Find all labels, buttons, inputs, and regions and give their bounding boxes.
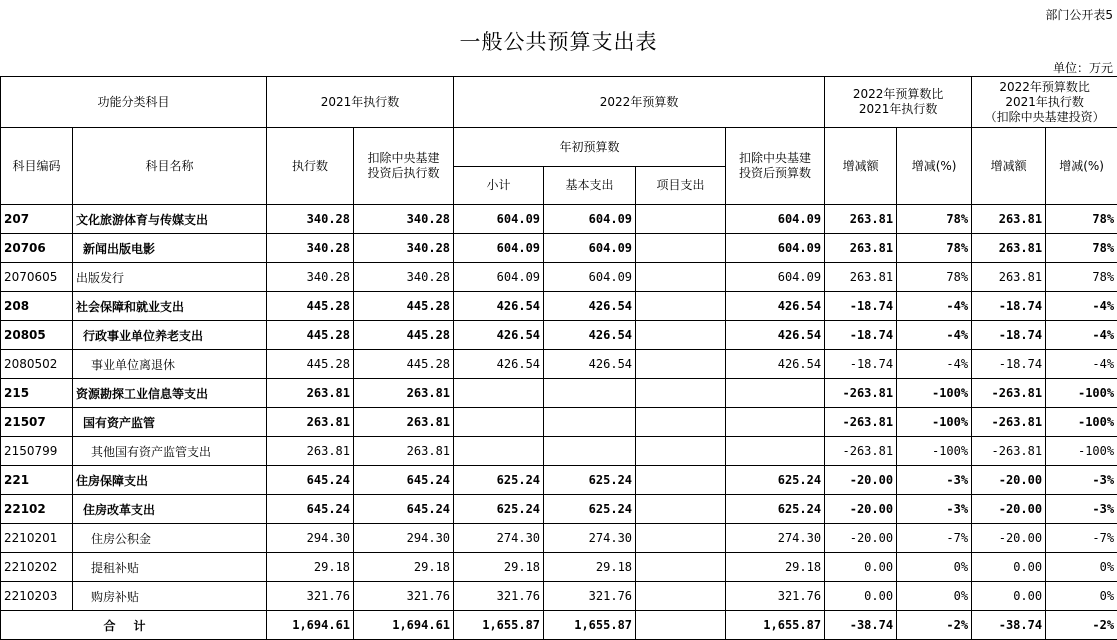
cell-basic: 274.30 xyxy=(544,524,636,553)
table-row xyxy=(1,321,1117,350)
cell-project xyxy=(636,437,726,466)
cell-budget-adj: 604.09 xyxy=(726,205,825,234)
cell-subtotal: 426.54 xyxy=(454,321,544,350)
cell-p2: -4% xyxy=(1046,292,1117,321)
table-row xyxy=(1,350,1117,379)
cell-project xyxy=(636,408,726,437)
cell-budget-adj xyxy=(726,379,825,408)
cell-code: 22102 xyxy=(1,495,73,524)
header-increase-percent: 增减(%) xyxy=(897,128,972,205)
cell-exec: 263.81 xyxy=(267,437,354,466)
cell-project xyxy=(636,205,726,234)
cell-exec-adj: 445.28 xyxy=(354,321,454,350)
cell-p1: 78% xyxy=(897,234,972,263)
cell-subtotal: 625.24 xyxy=(454,466,544,495)
header-initial-budget: 年初预算数 xyxy=(454,128,726,167)
cell-d2: -18.74 xyxy=(972,321,1046,350)
cell-name: 资源勘探工业信息等支出 xyxy=(73,379,267,408)
header-basic: 基本支出 xyxy=(544,167,636,205)
cell-exec-adj: 445.28 xyxy=(354,350,454,379)
cell-p2: 0% xyxy=(1046,582,1117,611)
cell-p2: -100% xyxy=(1046,379,1117,408)
cell-p2: 78% xyxy=(1046,205,1117,234)
table-row xyxy=(1,408,1117,437)
cell-code: 215 xyxy=(1,379,73,408)
cell-d2: 263.81 xyxy=(972,263,1046,292)
total-basic: 1,655.87 xyxy=(544,611,636,640)
cell-name: 行政事业单位养老支出 xyxy=(73,321,267,350)
cell-p1: -7% xyxy=(897,524,972,553)
cell-code: 2070605 xyxy=(1,263,73,292)
table-row xyxy=(1,495,1117,524)
cell-budget-adj: 604.09 xyxy=(726,263,825,292)
header-compare: 2022年预算数比 2021年执行数 xyxy=(825,77,972,128)
total-increase-amount: -38.74 xyxy=(825,611,897,640)
cell-name: 提租补贴 xyxy=(73,553,267,582)
cell-subtotal: 29.18 xyxy=(454,553,544,582)
header-subtotal: 小计 xyxy=(454,167,544,205)
cell-p1: -3% xyxy=(897,495,972,524)
cell-budget-adj: 321.76 xyxy=(726,582,825,611)
total-increase-percent: -2% xyxy=(897,611,972,640)
cell-d1: 0.00 xyxy=(825,553,897,582)
total-row xyxy=(1,611,1117,640)
cell-exec-adj: 340.28 xyxy=(354,205,454,234)
cell-project xyxy=(636,495,726,524)
header-exec: 执行数 xyxy=(267,128,354,205)
cell-exec-adj: 340.28 xyxy=(354,234,454,263)
cell-project xyxy=(636,350,726,379)
cell-p2: -7% xyxy=(1046,524,1117,553)
cell-budget-adj: 274.30 xyxy=(726,524,825,553)
cell-name: 国有资产监管 xyxy=(73,408,267,437)
cell-exec-adj: 445.28 xyxy=(354,292,454,321)
cell-project xyxy=(636,292,726,321)
cell-code: 21507 xyxy=(1,408,73,437)
total-increase-percent-adjusted: -2% xyxy=(1046,611,1117,640)
cell-exec: 340.28 xyxy=(267,234,354,263)
cell-p2: -3% xyxy=(1046,466,1117,495)
cell-d1: -20.00 xyxy=(825,466,897,495)
cell-d1: 263.81 xyxy=(825,234,897,263)
cell-exec: 445.28 xyxy=(267,321,354,350)
cell-d1: -18.74 xyxy=(825,350,897,379)
header-exec2021: 2021年执行数 xyxy=(267,77,454,128)
cell-d2: -20.00 xyxy=(972,495,1046,524)
cell-budget-adj: 625.24 xyxy=(726,495,825,524)
cell-subtotal xyxy=(454,379,544,408)
cell-basic: 426.54 xyxy=(544,292,636,321)
header-code: 科目编码 xyxy=(1,128,73,205)
cell-subtotal xyxy=(454,437,544,466)
cell-exec-adj: 263.81 xyxy=(354,379,454,408)
cell-p1: 78% xyxy=(897,205,972,234)
cell-p2: -100% xyxy=(1046,437,1117,466)
cell-d1: -18.74 xyxy=(825,321,897,350)
header-project: 项目支出 xyxy=(636,167,726,205)
table-row xyxy=(1,524,1117,553)
cell-d1: -263.81 xyxy=(825,379,897,408)
cell-code: 208 xyxy=(1,292,73,321)
cell-d2: -20.00 xyxy=(972,524,1046,553)
cell-d2: -263.81 xyxy=(972,437,1046,466)
cell-budget-adj: 426.54 xyxy=(726,321,825,350)
cell-basic xyxy=(544,379,636,408)
cell-p2: -4% xyxy=(1046,321,1117,350)
total-exec: 1,694.61 xyxy=(267,611,354,640)
cell-exec-adj: 340.28 xyxy=(354,263,454,292)
cell-subtotal xyxy=(454,408,544,437)
header-increase-percent-adjusted: 增减(%) xyxy=(1046,128,1117,205)
total-increase-amount-adjusted: -38.74 xyxy=(972,611,1046,640)
cell-d1: 0.00 xyxy=(825,582,897,611)
cell-project xyxy=(636,582,726,611)
cell-d1: 263.81 xyxy=(825,263,897,292)
cell-name: 文化旅游体育与传媒支出 xyxy=(73,205,267,234)
cell-exec-adj: 29.18 xyxy=(354,553,454,582)
cell-name: 住房公积金 xyxy=(73,524,267,553)
cell-exec: 29.18 xyxy=(267,553,354,582)
cell-d2: -18.74 xyxy=(972,350,1046,379)
cell-exec-adj: 645.24 xyxy=(354,466,454,495)
header-compare-adjusted: 2022年预算数比 2021年执行数 （扣除中央基建投资） xyxy=(972,77,1117,128)
table-row xyxy=(1,205,1117,234)
cell-exec: 263.81 xyxy=(267,408,354,437)
cell-p1: 78% xyxy=(897,263,972,292)
cell-exec: 645.24 xyxy=(267,495,354,524)
cell-name: 住房改革支出 xyxy=(73,495,267,524)
cell-subtotal: 604.09 xyxy=(454,205,544,234)
header-exec-adjusted: 扣除中央基建 投资后执行数 xyxy=(354,128,454,205)
table-row xyxy=(1,437,1117,466)
cell-basic: 426.54 xyxy=(544,350,636,379)
cell-exec-adj: 263.81 xyxy=(354,408,454,437)
cell-basic xyxy=(544,437,636,466)
cell-budget-adj: 604.09 xyxy=(726,234,825,263)
total-budget-adjusted: 1,655.87 xyxy=(726,611,825,640)
cell-budget-adj xyxy=(726,408,825,437)
cell-code: 20706 xyxy=(1,234,73,263)
cell-budget-adj xyxy=(726,437,825,466)
cell-d2: -20.00 xyxy=(972,466,1046,495)
cell-code: 221 xyxy=(1,466,73,495)
cell-p1: -3% xyxy=(897,466,972,495)
cell-basic: 625.24 xyxy=(544,466,636,495)
cell-d1: -263.81 xyxy=(825,437,897,466)
cell-basic: 426.54 xyxy=(544,321,636,350)
cell-name: 新闻出版电影 xyxy=(73,234,267,263)
cell-p2: -100% xyxy=(1046,408,1117,437)
cell-code: 2150799 xyxy=(1,437,73,466)
cell-d1: -18.74 xyxy=(825,292,897,321)
cell-p2: 78% xyxy=(1046,263,1117,292)
cell-budget-adj: 426.54 xyxy=(726,350,825,379)
cell-name: 出版发行 xyxy=(73,263,267,292)
cell-project xyxy=(636,524,726,553)
cell-d1: -20.00 xyxy=(825,495,897,524)
cell-project xyxy=(636,466,726,495)
table-body xyxy=(1,205,1117,611)
table-row xyxy=(1,292,1117,321)
cell-basic: 625.24 xyxy=(544,495,636,524)
cell-p1: -100% xyxy=(897,437,972,466)
cell-code: 2210201 xyxy=(1,524,73,553)
cell-budget-adj: 625.24 xyxy=(726,466,825,495)
cell-exec-adj: 263.81 xyxy=(354,437,454,466)
budget-table xyxy=(0,76,1117,640)
cell-exec: 445.28 xyxy=(267,350,354,379)
cell-basic: 604.09 xyxy=(544,263,636,292)
cell-basic: 604.09 xyxy=(544,205,636,234)
header-func: 功能分类科目 xyxy=(1,77,267,128)
total-project xyxy=(636,611,726,640)
cell-p2: -3% xyxy=(1046,495,1117,524)
cell-basic: 604.09 xyxy=(544,234,636,263)
cell-subtotal: 426.54 xyxy=(454,292,544,321)
cell-exec: 263.81 xyxy=(267,379,354,408)
cell-exec-adj: 321.76 xyxy=(354,582,454,611)
cell-exec: 321.76 xyxy=(267,582,354,611)
cell-project xyxy=(636,263,726,292)
cell-basic: 321.76 xyxy=(544,582,636,611)
cell-code: 2080502 xyxy=(1,350,73,379)
cell-name: 其他国有资产监管支出 xyxy=(73,437,267,466)
cell-project xyxy=(636,553,726,582)
cell-exec: 340.28 xyxy=(267,205,354,234)
cell-subtotal: 604.09 xyxy=(454,263,544,292)
cell-code: 2210203 xyxy=(1,582,73,611)
cell-subtotal: 321.76 xyxy=(454,582,544,611)
cell-code: 20805 xyxy=(1,321,73,350)
cell-exec: 445.28 xyxy=(267,292,354,321)
cell-project xyxy=(636,379,726,408)
unit-label: 单位：万元 xyxy=(1052,61,1113,75)
cell-exec-adj: 645.24 xyxy=(354,495,454,524)
cell-d2: -263.81 xyxy=(972,408,1046,437)
cell-basic: 29.18 xyxy=(544,553,636,582)
table-row xyxy=(1,263,1117,292)
cell-d2: 263.81 xyxy=(972,205,1046,234)
page-title: 一般公共预算支出表 xyxy=(459,30,658,54)
cell-exec: 645.24 xyxy=(267,466,354,495)
header-budget2022: 2022年预算数 xyxy=(454,77,825,128)
cell-p1: 0% xyxy=(897,582,972,611)
cell-project xyxy=(636,234,726,263)
cell-p2: 78% xyxy=(1046,234,1117,263)
cell-p1: -100% xyxy=(897,379,972,408)
cell-d2: 263.81 xyxy=(972,234,1046,263)
cell-p2: 0% xyxy=(1046,553,1117,582)
cell-p1: -4% xyxy=(897,321,972,350)
cell-p1: -100% xyxy=(897,408,972,437)
total-label: 合计 xyxy=(1,611,267,640)
cell-d1: 263.81 xyxy=(825,205,897,234)
cell-d1: -20.00 xyxy=(825,524,897,553)
cell-subtotal: 604.09 xyxy=(454,234,544,263)
header-name: 科目名称 xyxy=(73,128,267,205)
table-row xyxy=(1,379,1117,408)
table-row xyxy=(1,466,1117,495)
cell-subtotal: 426.54 xyxy=(454,350,544,379)
header-increase-amount-adjusted: 增减额 xyxy=(972,128,1046,205)
cell-p1: -4% xyxy=(897,292,972,321)
cell-p1: -4% xyxy=(897,350,972,379)
cell-name: 购房补贴 xyxy=(73,582,267,611)
cell-basic xyxy=(544,408,636,437)
cell-name: 住房保障支出 xyxy=(73,466,267,495)
cell-code: 2210202 xyxy=(1,553,73,582)
cell-subtotal: 625.24 xyxy=(454,495,544,524)
cell-budget-adj: 426.54 xyxy=(726,292,825,321)
header-increase-amount: 增减额 xyxy=(825,128,897,205)
table-row xyxy=(1,582,1117,611)
cell-exec: 294.30 xyxy=(267,524,354,553)
table-number-label: 部门公开表5 xyxy=(1045,8,1113,22)
cell-project xyxy=(636,321,726,350)
cell-d2: 0.00 xyxy=(972,582,1046,611)
table-row xyxy=(1,553,1117,582)
cell-p2: -4% xyxy=(1046,350,1117,379)
cell-p1: 0% xyxy=(897,553,972,582)
cell-name: 事业单位离退休 xyxy=(73,350,267,379)
header-budget-adjusted: 扣除中央基建 投资后预算数 xyxy=(726,128,825,205)
cell-d2: 0.00 xyxy=(972,553,1046,582)
cell-budget-adj: 29.18 xyxy=(726,553,825,582)
cell-code: 207 xyxy=(1,205,73,234)
cell-subtotal: 274.30 xyxy=(454,524,544,553)
total-subtotal: 1,655.87 xyxy=(454,611,544,640)
cell-name: 社会保障和就业支出 xyxy=(73,292,267,321)
table-row xyxy=(1,234,1117,263)
cell-exec-adj: 294.30 xyxy=(354,524,454,553)
cell-exec: 340.28 xyxy=(267,263,354,292)
total-exec-adjusted: 1,694.61 xyxy=(354,611,454,640)
cell-d2: -18.74 xyxy=(972,292,1046,321)
cell-d1: -263.81 xyxy=(825,408,897,437)
cell-d2: -263.81 xyxy=(972,379,1046,408)
